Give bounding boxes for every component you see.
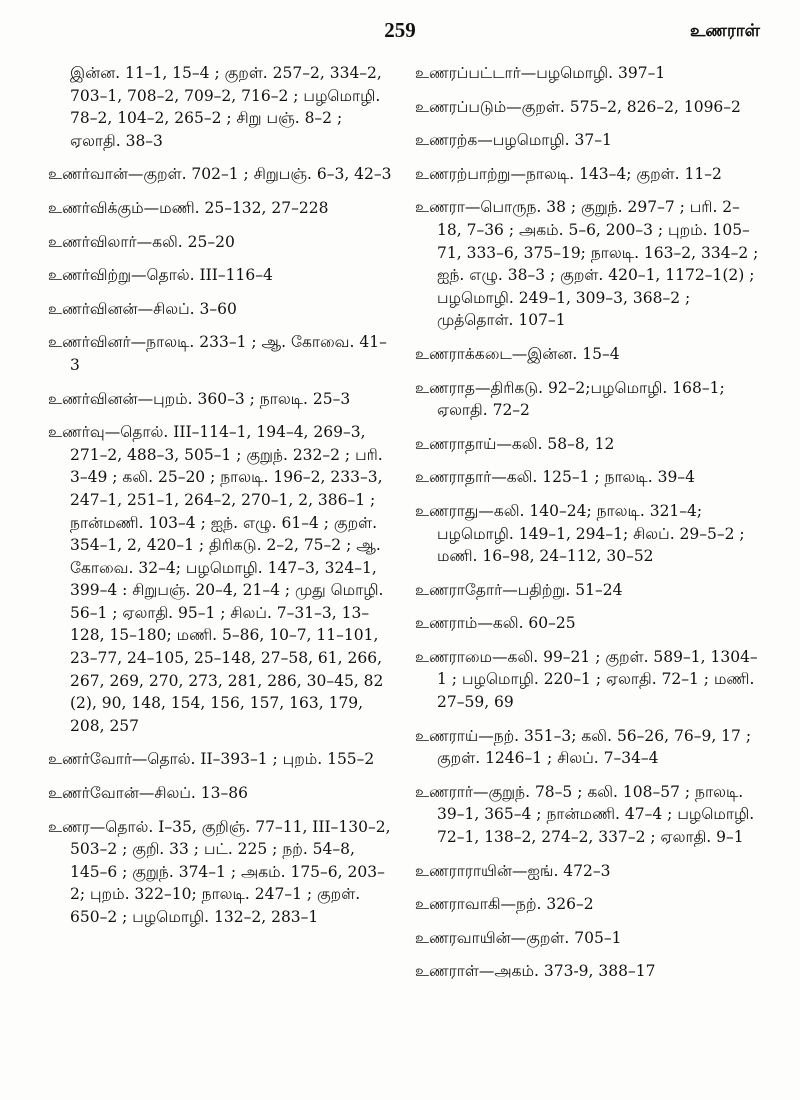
index-entry — [48, 62, 393, 152]
entry-headword: உணராதார் — [415, 468, 492, 487]
index-entry — [415, 466, 760, 489]
index-entry — [415, 433, 760, 456]
index-entry — [415, 129, 760, 152]
index-entry — [415, 343, 760, 366]
entry-headword: உணர்வு — [48, 423, 105, 442]
entry-references: —கலி. 125–1 ; நாலடி. 39–4 — [491, 468, 695, 487]
entry-headword: உணராம் — [415, 614, 478, 633]
index-entry — [48, 197, 393, 220]
entry-references: —குறள். 702–1 ; சிறுபஞ். 6–3, 42–3 — [127, 165, 392, 184]
entry-headword: உணராதாய் — [415, 434, 497, 453]
index-entry — [415, 96, 760, 119]
running-head: உணராள் — [689, 21, 760, 41]
index-entry — [415, 960, 760, 983]
entry-headword: உணராராயின் — [415, 861, 512, 880]
index-entry — [48, 331, 393, 376]
index-entry — [415, 781, 760, 849]
index-entry — [415, 893, 760, 916]
entry-references: —இன்ன. 15–4 — [511, 344, 620, 363]
entry-headword: உணர — [48, 817, 90, 836]
entry-headword: உணர்வினன் — [48, 389, 138, 408]
page-number: 259 — [384, 18, 416, 42]
entry-references: —குறள். 575–2, 826–2, 1096–2 — [506, 97, 741, 116]
index-entry — [48, 163, 393, 186]
entry-references: —தொல். II–393–1 ; புறம். 155–2 — [131, 750, 375, 769]
entry-references: —புறம். 360–3 ; நாலடி. 25–3 — [137, 389, 351, 408]
entry-headword: உணரப்படும் — [415, 97, 507, 116]
entry-references: —குறுந். 78–5 ; கலி. 108–57 ; நாலடி. 39–1, 365–4 ; நான்மணி. 47–4 ; பழமொழி. 72–1, 138–2, 274–2, 337–2 ; ஏலாதி. 9–1 — [437, 782, 755, 847]
index-entry — [415, 612, 760, 635]
entry-headword: உணர்வோர் — [48, 750, 132, 769]
entry-headword: உணராள் — [415, 962, 479, 981]
index-entry — [48, 782, 393, 805]
entry-references: —நற். 326–2 — [500, 895, 594, 914]
entry-references: —அகம். 373-9, 388–17 — [478, 962, 656, 981]
index-entry — [48, 748, 393, 771]
index-entry — [48, 298, 393, 321]
entry-references: —சிலப். 13–86 — [138, 784, 248, 803]
entry-headword: உணரற்பாற்று — [415, 164, 511, 183]
entry-references: —தொல். III–116–4 — [131, 266, 273, 285]
entry-references: —திரிகடு. 92–2;பழமொழி. 168–1; ஏலாதி. 72–2 — [437, 378, 725, 420]
entry-headword: உணரார் — [415, 782, 473, 801]
entry-headword: உணரா — [415, 198, 465, 217]
entry-references: —கலி. 140–24; நாலடி. 321–4; பழமொழி. 149–1, 294–1; சிலப். 29–5–2 ; மணி. 16–98, 24–112, 30–52 — [437, 501, 745, 566]
right-column — [415, 62, 760, 994]
entry-references: —பழமொழி. 397–1 — [520, 64, 666, 82]
entry-references: —கலி. 60–25 — [477, 614, 576, 633]
entry-headword: உணரற்க — [415, 131, 478, 150]
entry-references: —கலி. 25–20 — [136, 232, 235, 251]
left-column — [48, 62, 393, 940]
entry-references: —தொல். I–35, குறிஞ். 77–11, III–130–2, 503–2 ; குறி. 33 ; பட். 225 ; நற். 54–8, 145–6 ; குறுந். 374–1 ; அகம். 175–6, 203–2; புறம். 322–10; நாலடி. 247–1 ; குறள். 650–2 ; பழமொழி. 132–2, 283–1 — [70, 817, 391, 926]
entry-headword: உணரவாயின் — [415, 928, 511, 947]
index-entry — [48, 231, 393, 254]
index-entry — [415, 860, 760, 883]
entry-headword: உணராதோர் — [415, 580, 503, 599]
entry-headword: உணர்வோன் — [48, 784, 139, 803]
entry-headword: உணர்வினர் — [48, 333, 131, 352]
index-entry — [48, 264, 393, 287]
entry-headword: உணர்விக்கும் — [48, 198, 144, 217]
index-entry — [48, 421, 393, 737]
entry-references: —ஐங். 472–3 — [511, 861, 611, 880]
entry-references: —பதிற்று. 51–24 — [502, 580, 623, 599]
entry-references: —பழமொழி. 37–1 — [477, 131, 612, 150]
index-entry — [48, 388, 393, 411]
index-entry — [415, 196, 760, 332]
index-entry — [415, 500, 760, 568]
entry-references: —நற். 351–3; கலி. 56–26, 76–9, 17 ; குறள். 1246–1 ; சிலப். 7–34–4 — [437, 726, 752, 768]
entry-references: —நாலடி. 143–4; குறள். 11–2 — [510, 164, 722, 183]
entry-references: —கலி. 58–8, 12 — [496, 434, 615, 453]
entry-headword: உணராய் — [415, 726, 479, 745]
entry-headword: உணரப்பட்டார் — [415, 64, 521, 82]
entry-references: —சிலப். 3–60 — [137, 299, 237, 318]
index-entry — [415, 646, 760, 714]
index-entry — [415, 927, 760, 950]
entry-headword: உணராது — [415, 501, 479, 520]
index-entry — [48, 816, 393, 929]
entry-headword: உணராமை — [415, 647, 493, 666]
index-entry — [415, 725, 760, 770]
index-entry — [415, 163, 760, 186]
entry-headword: உணராவாகி — [415, 895, 501, 914]
entry-references: —நாலடி. 233–1 ; ஆ. கோவை. 41–3 — [70, 333, 387, 374]
entry-references: —குறள். 705–1 — [510, 928, 622, 947]
entry-references: —கலி. 99–21 ; குறள். 589–1, 1304–1 ; பழமொழி. 220–1 ; ஏலாதி. 72–1 ; மணி. 27–59, 69 — [437, 647, 758, 712]
index-entry — [415, 377, 760, 422]
entry-headword: உணர்வினன் — [48, 299, 138, 318]
entry-references: —மணி. 25–132, 27–228 — [143, 198, 329, 217]
entry-headword: உணர்விற்று — [48, 266, 132, 285]
entry-references: இன்ன. 11–1, 15–4 ; குறள். 257–2, 334–2, 703–1, 708–2, 709–2, 716–2 ; பழமொழி. 78–2, 104–2, 265–2 ; சிறு பஞ். 8–2 ; ஏலாதி. 38–3 — [70, 64, 382, 150]
entry-headword: உணராத — [415, 378, 475, 397]
index-entry — [415, 579, 760, 602]
entry-references: —தொல். III–114–1, 194–4, 269–3, 271–2, 488–3, 505–1 ; குறுந். 232–2 ; பரி. 3–49 ; கலி. 25–20 ; நாலடி. 196–2, 233–3, 247–1, 251–1, 264–2, 270–1, 2, 386–1 ; நான்மணி. 103–4 ; ஐந். எழு. 61–4 ; குறள். 354–1, 2, 420–1 ; திரிகடு. 2–2, 75–2 ; ஆ. கோவை. 32–4; பழமொழி. 147–3, 324–1, 399–4 : சிறுபஞ். 20–4, 21–4 ; முது மொழி. 56–1 ; ஏலாதி. 95–1 ; சிலப். 7–31–3, 13–128, 15–180; மணி. 5–86, 10–7, 11–101, 23–77, 24–105, 25–148, 27–58, 61, 266, 267, 269, 270, 273, 281, 286, 30–45, 82 (2), 90, 148, 154, 156, 157, 163, 179, 208, 257 — [70, 423, 384, 735]
index-entry — [415, 62, 760, 85]
entry-headword: உணர்வான் — [48, 165, 128, 184]
entry-headword: உணராக்கடை — [415, 344, 512, 363]
entry-headword: உணர்விலார் — [48, 232, 137, 251]
entry-references: —பொருந. 38 ; குறுந். 297–7 ; பரி. 2–18, 7–36 ; அகம். 5–6, 200–3 ; புறம். 105–71, 333–6, 375–19; நாலடி. 163–2, 334–2 ; ஐந். எழு. 38–3 ; குறள். 420–1, 1172–1(2) ; பழமொழி. 249–1, 309–3, 368–2 ; முத்தொள். 107–1 — [437, 198, 759, 330]
